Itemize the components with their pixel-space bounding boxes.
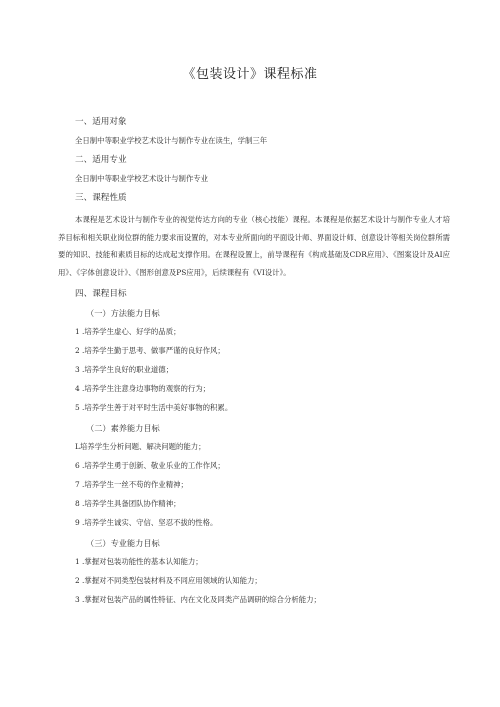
document-title: 《包装设计》课程标准 [182,67,318,82]
list-item: 1 .培养学生虚心、好学的品质； [75,327,181,336]
subheading-professional-ability: （三）专业能力目标 [86,538,160,548]
section-heading-nature: 三、课程性质 [75,193,127,203]
subheading-quality-ability: （二）素养能力目标 [86,423,160,433]
section-heading-major: 二、适用专业 [75,155,127,165]
list-item: 6 .培养学生勇于创新、敬业乐业的工作作风； [75,461,225,470]
major-text: 全日制中等职业学校艺术设计与制作专业 [75,174,209,183]
list-item: 1 .掌握对包装功能性的基本认知能力； [75,557,203,566]
list-item: 4 .培养学生注意身边事物的观察的行为； [75,384,211,393]
course-nature-paragraph: 本课程是艺术设计与制作专业的视觉传达方向的专业（核心技能）课程。本课程是依据艺术设计与制作专业人才培养目标和相关职业岗位群的能力要求而设置的，对本专业所面向的平面设计师、界面设计师、创意设计等相关岗位群所需要的知识、技能和素质目标的达成起支撑作用。在课程设置上，前导课程有《构成基础及CDR应用》、《图案设计及AI应用》、《字体创意设计》、《图形创意及PS应用》，后续课程有《VI设计》。 [58,215,450,277]
list-item: L培养学生分析问题、解决问题的能力； [75,442,206,451]
list-item: 9 .培养学生诚实、守信、坚忍不拔的性格。 [75,518,218,527]
list-item: 3 .掌握对包装产品的属性特征、内在文化及同类产品调研的综合分析能力； [75,595,321,604]
subheading-method-ability: （一）方法能力目标 [86,308,160,318]
list-item: 5 .培养学生善于对平时生活中美好事物的积累。 [75,403,233,412]
section-heading-audience: 一、适用对象 [75,117,127,127]
list-item: 2 .培养学生勤于思考、做事严谨的良好作风； [75,346,225,355]
audience-text: 全日制中等职业学校艺术设计与制作专业在读生，学制三年 [75,136,268,145]
list-item: 2 .掌握对不同类型包装材料及不同应用领域的认知能力； [75,576,262,585]
section-heading-objectives: 四、课程目标 [75,289,127,299]
list-item: 7 .培养学生一丝不苟的作业精神； [75,480,188,489]
list-item: 3 .培养学生良好的职业道德； [75,365,174,374]
list-item: 8 .培养学生具备团队协作精神； [75,499,181,508]
